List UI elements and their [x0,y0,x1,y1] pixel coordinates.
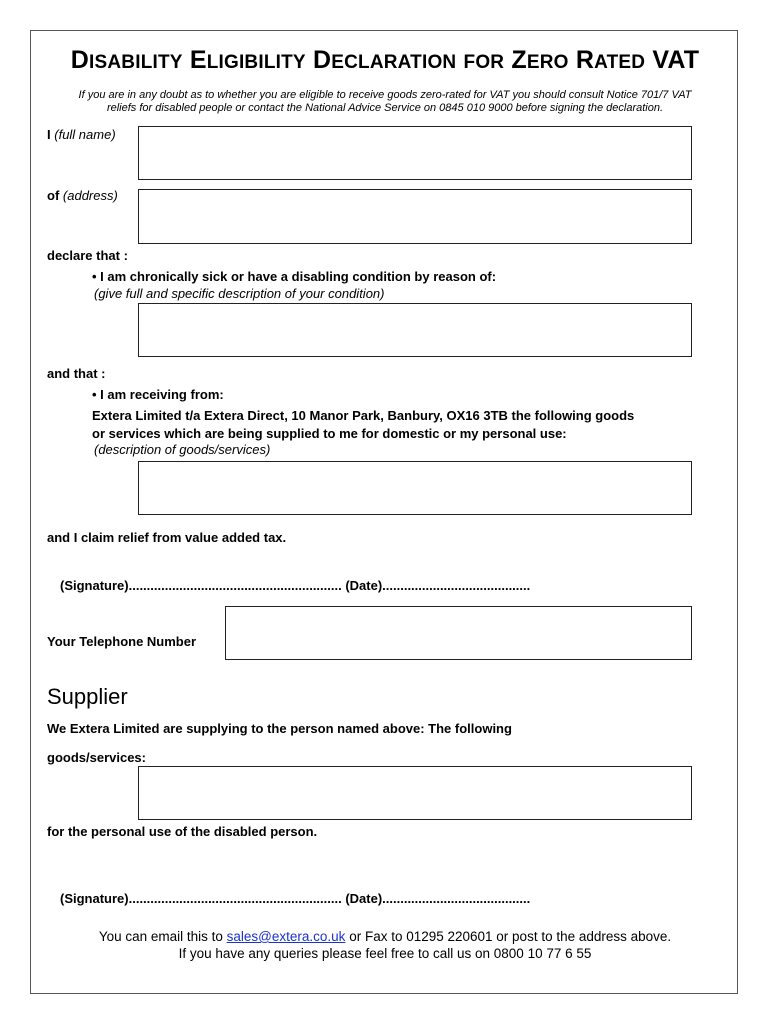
goods-description-field[interactable] [138,461,692,515]
form-title: DISABILITY ELIGIBILITY DECLARATION FOR ZERO RATED VAT [70,46,700,74]
intro-note [0,89,770,115]
goods-hint: (description of goods/services) [94,442,271,457]
supplier-address-line-1: Extera Limited t/a Extera Direct, 10 Manor Park, Banbury, OX16 3TB the following goods [92,408,635,423]
supplier-statement-line-1: We Extera Limited are supplying to the person named above: The following [47,721,512,736]
address-field[interactable] [138,189,692,244]
receiving-bullet: • I am receiving from: [92,387,224,402]
supplier-signature-date-line: (Signature)........................................................... (Date)......................................... [60,891,531,906]
footer-contact-line: You can email this to sales@extera.co.uk or Fax to 01295 220601 or post to the address above. [98,929,672,944]
supplier-statement-line-2: goods/services: [47,750,146,765]
personal-use-text: for the personal use of the disabled person. [47,824,318,839]
full-name-label: I (full name) [47,127,116,142]
intro-line-1: If you are in any doubt as to whether you are eligible to receive goods zero-rated for VAT you should consult Notice 701/7 VAT [78,89,692,101]
condition-hint: (give full and specific description of your condition) [94,286,385,301]
declare-that-label: declare that : [47,248,128,263]
address-label: of (address) [47,188,118,203]
telephone-label: Your Telephone Number [47,634,197,649]
full-name-field[interactable] [138,126,692,180]
supplier-address-line-2: or services which are being supplied to me for domestic or my personal use: [92,426,567,441]
email-link[interactable]: sales@extera.co.uk [226,929,346,944]
intro-line-2: reliefs for disabled people or contact the National Advice Service on 0845 010 9000 before signing the declaration. [106,102,664,114]
condition-field[interactable] [138,303,692,357]
condition-bullet: • I am chronically sick or have a disabling condition by reason of: [92,269,497,284]
supplier-goods-field[interactable] [138,766,692,820]
supplier-heading: Supplier [47,684,128,709]
claim-relief-text: and I claim relief from value added tax. [47,530,287,545]
customer-signature-date-line: (Signature)........................................................... (Date)......................................... [60,578,531,593]
and-that-label: and that : [47,366,106,381]
footer-queries-line: If you have any queries please feel free to call us on 0800 10 77 6 55 [178,946,592,961]
telephone-field[interactable] [225,606,692,660]
